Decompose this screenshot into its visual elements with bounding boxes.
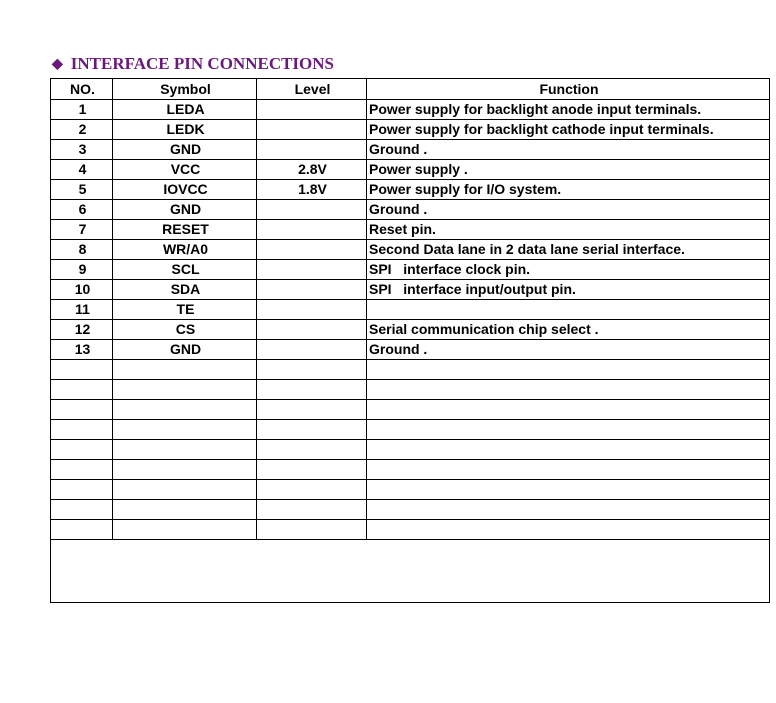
empty-cell bbox=[51, 420, 113, 440]
empty-cell bbox=[257, 440, 367, 460]
empty-cell bbox=[257, 500, 367, 520]
empty-table-row bbox=[51, 500, 770, 520]
table-row bbox=[51, 240, 770, 260]
pin-number: 3 bbox=[51, 140, 113, 160]
empty-cell bbox=[51, 440, 113, 460]
column-header-function: Function bbox=[367, 79, 770, 100]
table-row bbox=[51, 200, 770, 220]
table-row bbox=[51, 340, 770, 360]
pin-symbol: RESET bbox=[113, 220, 257, 240]
empty-cell bbox=[113, 460, 257, 480]
pin-number: 9 bbox=[51, 260, 113, 280]
pin-number: 7 bbox=[51, 220, 113, 240]
empty-cell bbox=[113, 400, 257, 420]
column-header-level: Level bbox=[257, 79, 367, 100]
empty-cell bbox=[367, 460, 770, 480]
pin-level bbox=[257, 140, 367, 160]
empty-cell bbox=[113, 360, 257, 380]
pin-symbol: TE bbox=[113, 300, 257, 320]
pin-level bbox=[257, 320, 367, 340]
pin-symbol: VCC bbox=[113, 160, 257, 180]
empty-cell bbox=[367, 500, 770, 520]
diamond-bullet-icon: ◆ bbox=[52, 57, 63, 72]
pin-number: 6 bbox=[51, 200, 113, 220]
pin-connections-table bbox=[50, 78, 770, 603]
pin-function: Serial communication chip select . bbox=[367, 320, 770, 340]
empty-table-row bbox=[51, 420, 770, 440]
empty-cell bbox=[113, 380, 257, 400]
empty-cell bbox=[367, 360, 770, 380]
table-row bbox=[51, 160, 770, 180]
pin-number: 2 bbox=[51, 120, 113, 140]
pin-number: 13 bbox=[51, 340, 113, 360]
empty-cell bbox=[257, 360, 367, 380]
pin-number: 10 bbox=[51, 280, 113, 300]
pin-function: Power supply for backlight anode input terminals. bbox=[367, 100, 770, 120]
pin-level bbox=[257, 120, 367, 140]
section-heading bbox=[52, 54, 334, 74]
empty-cell bbox=[51, 400, 113, 420]
empty-table-row bbox=[51, 460, 770, 480]
empty-table-row bbox=[51, 360, 770, 380]
pin-function: Ground . bbox=[367, 200, 770, 220]
empty-cell bbox=[51, 500, 113, 520]
empty-cell bbox=[367, 400, 770, 420]
table-header-row bbox=[51, 79, 770, 100]
pin-symbol: CS bbox=[113, 320, 257, 340]
pin-number: 12 bbox=[51, 320, 113, 340]
pin-function: Power supply . bbox=[367, 160, 770, 180]
column-header-no: NO. bbox=[51, 79, 113, 100]
empty-cell bbox=[367, 440, 770, 460]
empty-cell bbox=[367, 480, 770, 500]
pin-level bbox=[257, 100, 367, 120]
table-row bbox=[51, 180, 770, 200]
empty-cell bbox=[113, 440, 257, 460]
table-footer-row bbox=[51, 540, 770, 603]
empty-cell bbox=[113, 500, 257, 520]
empty-cell bbox=[113, 520, 257, 540]
pin-level bbox=[257, 340, 367, 360]
pin-function: Ground . bbox=[367, 140, 770, 160]
empty-cell bbox=[257, 520, 367, 540]
empty-cell bbox=[51, 480, 113, 500]
footer-cell bbox=[51, 540, 770, 603]
table-row bbox=[51, 300, 770, 320]
pin-number: 8 bbox=[51, 240, 113, 260]
empty-cell bbox=[367, 380, 770, 400]
table-row bbox=[51, 100, 770, 120]
pin-level bbox=[257, 300, 367, 320]
pin-function: SPI interface input/output pin. bbox=[367, 280, 770, 300]
empty-table-row bbox=[51, 400, 770, 420]
empty-table-row bbox=[51, 440, 770, 460]
pin-function: Reset pin. bbox=[367, 220, 770, 240]
pin-level bbox=[257, 200, 367, 220]
empty-cell bbox=[257, 380, 367, 400]
pin-level: 2.8V bbox=[257, 160, 367, 180]
pin-symbol: SCL bbox=[113, 260, 257, 280]
table-row bbox=[51, 220, 770, 240]
pin-function: Power supply for I/O system. bbox=[367, 180, 770, 200]
pin-level: 1.8V bbox=[257, 180, 367, 200]
table-row bbox=[51, 140, 770, 160]
pin-function: Power supply for backlight cathode input terminals. bbox=[367, 120, 770, 140]
pin-number: 4 bbox=[51, 160, 113, 180]
pin-level bbox=[257, 280, 367, 300]
empty-cell bbox=[51, 460, 113, 480]
table-row bbox=[51, 320, 770, 340]
empty-cell bbox=[113, 480, 257, 500]
empty-cell bbox=[257, 420, 367, 440]
empty-table-row bbox=[51, 520, 770, 540]
pin-function: Second Data lane in 2 data lane serial interface. bbox=[367, 240, 770, 260]
table-row bbox=[51, 280, 770, 300]
pin-function bbox=[367, 300, 770, 320]
table-body bbox=[51, 100, 770, 603]
pin-level bbox=[257, 240, 367, 260]
table-row bbox=[51, 120, 770, 140]
column-header-symbol: Symbol bbox=[113, 79, 257, 100]
pin-function: SPI interface clock pin. bbox=[367, 260, 770, 280]
empty-cell bbox=[367, 420, 770, 440]
empty-cell bbox=[257, 480, 367, 500]
empty-cell bbox=[51, 520, 113, 540]
pin-number: 1 bbox=[51, 100, 113, 120]
pin-level bbox=[257, 220, 367, 240]
pin-symbol: GND bbox=[113, 340, 257, 360]
section-title: INTERFACE PIN CONNECTIONS bbox=[70, 54, 334, 73]
pin-symbol: IOVCC bbox=[113, 180, 257, 200]
pin-function: Ground . bbox=[367, 340, 770, 360]
empty-cell bbox=[113, 420, 257, 440]
pin-symbol: LEDA bbox=[113, 100, 257, 120]
pin-number: 11 bbox=[51, 300, 113, 320]
pin-number: 5 bbox=[51, 180, 113, 200]
table-row bbox=[51, 260, 770, 280]
pin-symbol: GND bbox=[113, 140, 257, 160]
pin-symbol: WR/A0 bbox=[113, 240, 257, 260]
empty-table-row bbox=[51, 380, 770, 400]
pin-symbol: GND bbox=[113, 200, 257, 220]
pin-level bbox=[257, 260, 367, 280]
empty-cell bbox=[51, 360, 113, 380]
empty-cell bbox=[367, 520, 770, 540]
empty-cell bbox=[51, 380, 113, 400]
empty-cell bbox=[257, 460, 367, 480]
pin-symbol: LEDK bbox=[113, 120, 257, 140]
empty-table-row bbox=[51, 480, 770, 500]
empty-cell bbox=[257, 400, 367, 420]
pin-symbol: SDA bbox=[113, 280, 257, 300]
